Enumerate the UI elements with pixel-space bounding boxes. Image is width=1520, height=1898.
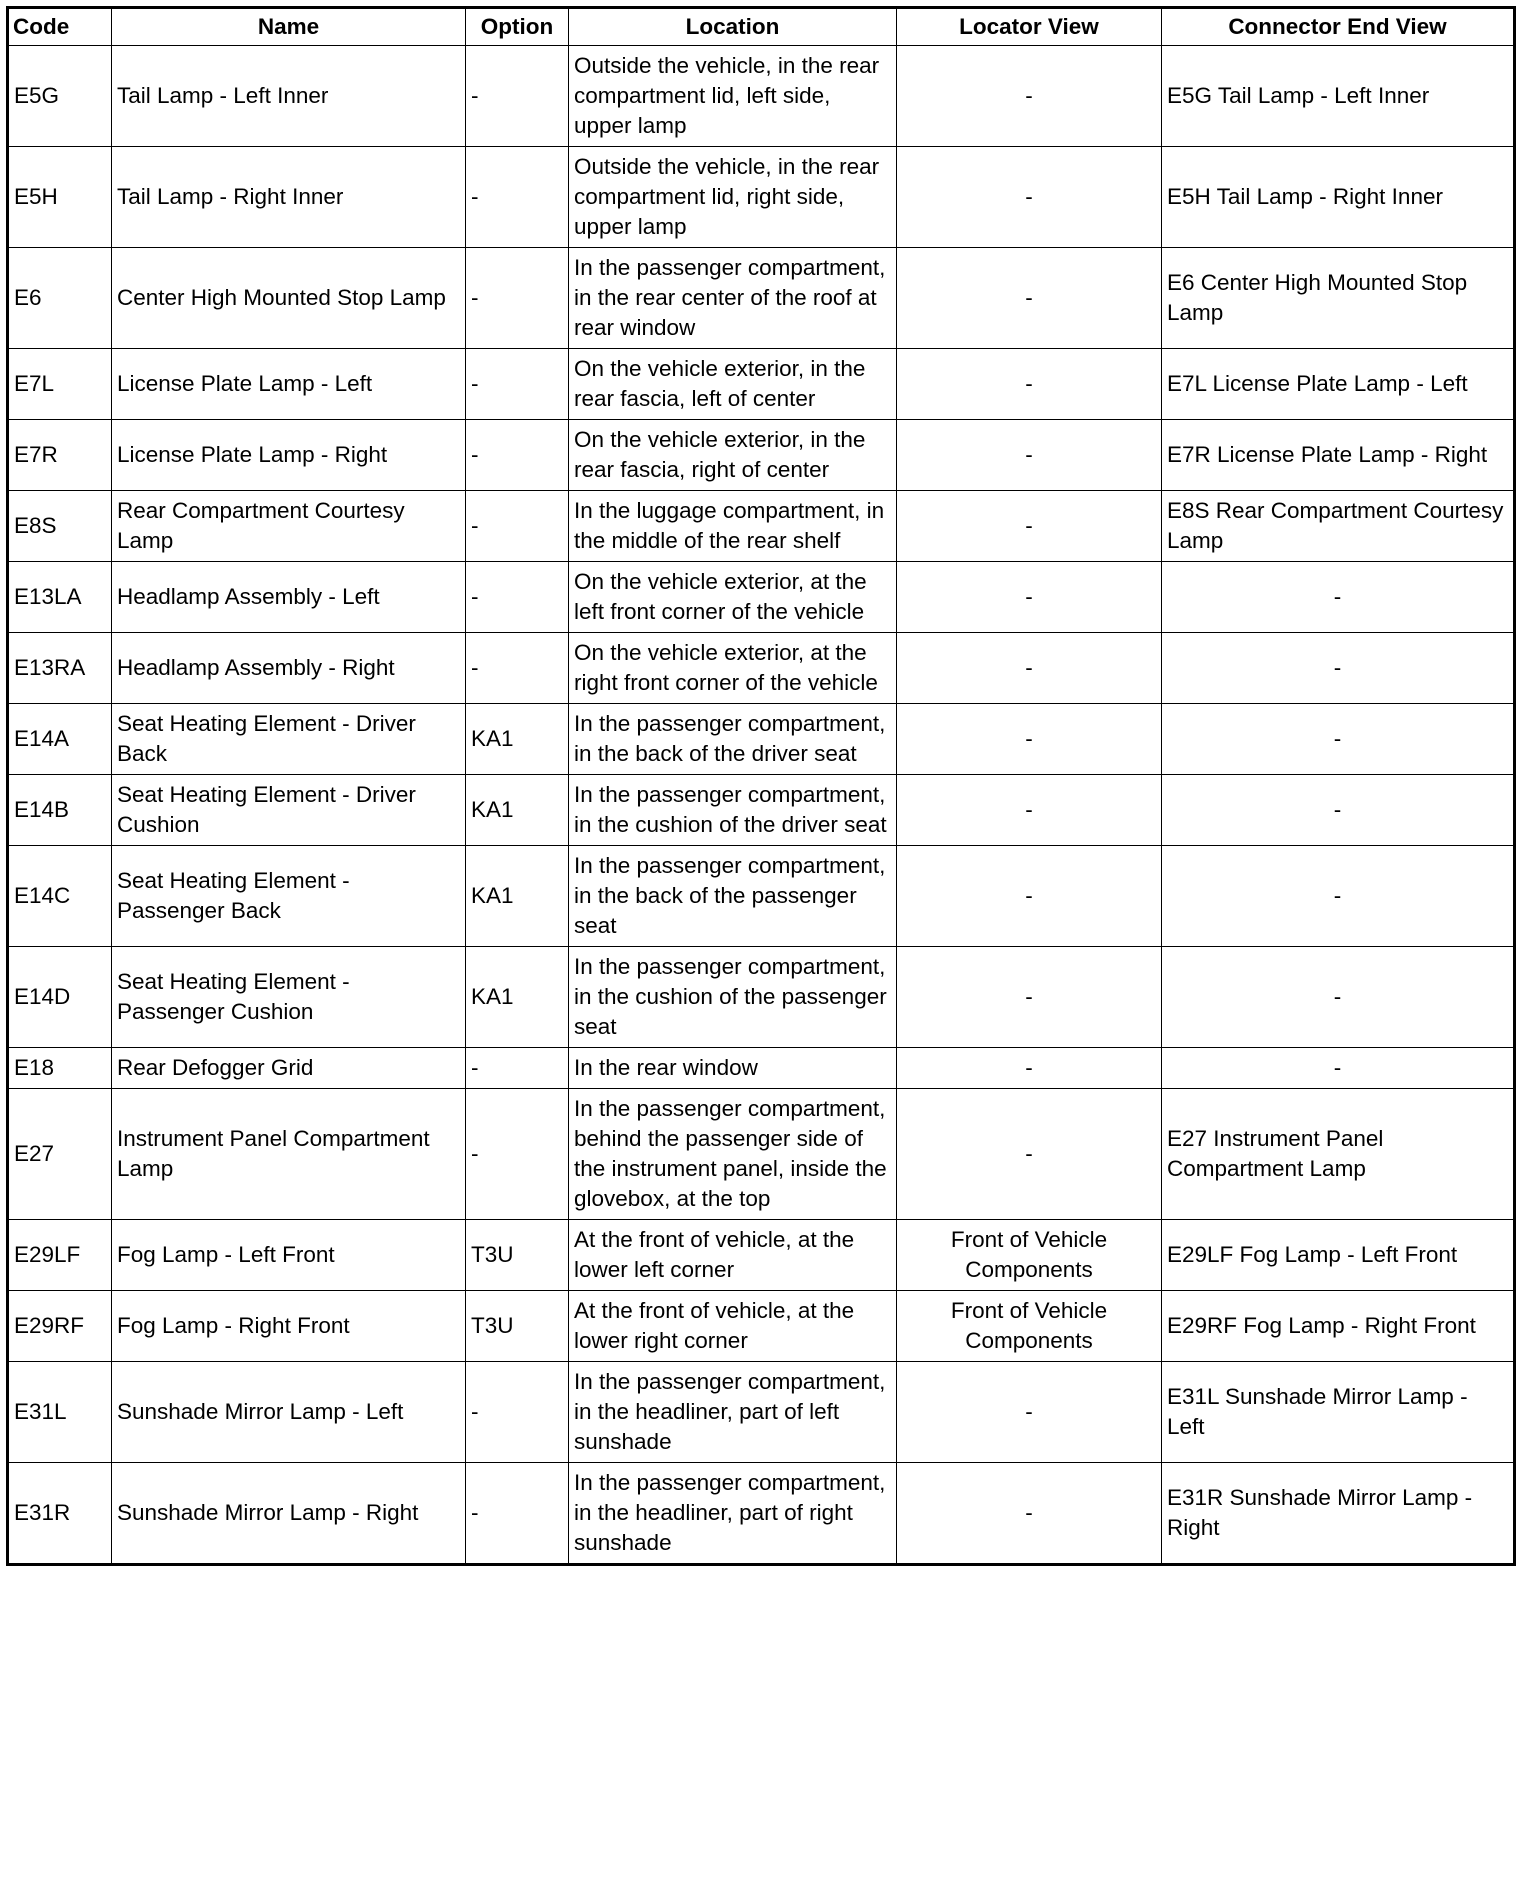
connector-end-view-cell: E7L License Plate Lamp - Left [1162, 349, 1515, 420]
name-cell: Headlamp Assembly - Right [112, 633, 466, 704]
option-cell: KA1 [466, 947, 569, 1048]
code-cell: E29RF [8, 1291, 112, 1362]
connector-end-view-cell: - [1162, 947, 1515, 1048]
locator-view-cell: - [897, 947, 1162, 1048]
connector-end-view-cell: - [1162, 633, 1515, 704]
name-cell: Fog Lamp - Left Front [112, 1220, 466, 1291]
code-cell: E27 [8, 1089, 112, 1220]
location-cell: In the passenger compartment, in the rear center of the roof at rear window [569, 248, 897, 349]
name-cell: Center High Mounted Stop Lamp [112, 248, 466, 349]
option-cell: - [466, 491, 569, 562]
connector-end-view-cell: E31L Sunshade Mirror Lamp - Left [1162, 1362, 1515, 1463]
component-locator-table [6, 6, 1516, 1566]
table-row [8, 349, 1515, 420]
table-row [8, 248, 1515, 349]
name-cell: Seat Heating Element - Driver Cushion [112, 775, 466, 846]
table-row [8, 562, 1515, 633]
location-cell: Outside the vehicle, in the rear compartment lid, left side, upper lamp [569, 46, 897, 147]
locator-view-cell: - [897, 775, 1162, 846]
locator-view-cell: - [897, 147, 1162, 248]
table-row [8, 704, 1515, 775]
table-row [8, 1362, 1515, 1463]
location-cell: In the passenger compartment, behind the passenger side of the instrument panel, inside the glovebox, at the top [569, 1089, 897, 1220]
location-cell: In the passenger compartment, in the cushion of the passenger seat [569, 947, 897, 1048]
locator-view-cell: - [897, 46, 1162, 147]
connector-end-view-cell: - [1162, 846, 1515, 947]
option-cell: - [466, 1362, 569, 1463]
locator-view-cell: Front of Vehicle Components [897, 1291, 1162, 1362]
locator-view-cell: - [897, 491, 1162, 562]
connector-end-view-cell: E7R License Plate Lamp - Right [1162, 420, 1515, 491]
connector-end-view-cell: E5H Tail Lamp - Right Inner [1162, 147, 1515, 248]
code-cell: E13LA [8, 562, 112, 633]
location-cell: In the passenger compartment, in the headliner, part of left sunshade [569, 1362, 897, 1463]
connector-end-view-cell: E29LF Fog Lamp - Left Front [1162, 1220, 1515, 1291]
code-cell: E31L [8, 1362, 112, 1463]
name-cell: Tail Lamp - Left Inner [112, 46, 466, 147]
locator-view-cell: - [897, 633, 1162, 704]
header-location: Location [569, 8, 897, 46]
header-name: Name [112, 8, 466, 46]
code-cell: E18 [8, 1048, 112, 1089]
name-cell: Rear Defogger Grid [112, 1048, 466, 1089]
header-option: Option [466, 8, 569, 46]
option-cell: - [466, 633, 569, 704]
header-connector-end-view: Connector End View [1162, 8, 1515, 46]
connector-end-view-cell: - [1162, 562, 1515, 633]
location-cell: On the vehicle exterior, at the left front corner of the vehicle [569, 562, 897, 633]
table-row [8, 147, 1515, 248]
code-cell: E31R [8, 1463, 112, 1565]
location-cell: In the passenger compartment, in the headliner, part of right sunshade [569, 1463, 897, 1565]
code-cell: E14A [8, 704, 112, 775]
location-cell: On the vehicle exterior, in the rear fascia, right of center [569, 420, 897, 491]
table-row [8, 491, 1515, 562]
locator-view-cell: - [897, 420, 1162, 491]
location-cell: In the luggage compartment, in the middle of the rear shelf [569, 491, 897, 562]
location-cell: At the front of vehicle, at the lower right corner [569, 1291, 897, 1362]
table-row [8, 633, 1515, 704]
code-cell: E14B [8, 775, 112, 846]
table-row [8, 1463, 1515, 1565]
locator-view-cell: - [897, 248, 1162, 349]
locator-view-cell: - [897, 704, 1162, 775]
table-row [8, 1089, 1515, 1220]
connector-end-view-cell: - [1162, 704, 1515, 775]
connector-end-view-cell: E8S Rear Compartment Courtesy Lamp [1162, 491, 1515, 562]
location-cell: In the passenger compartment, in the back of the passenger seat [569, 846, 897, 947]
code-cell: E7L [8, 349, 112, 420]
option-cell: T3U [466, 1220, 569, 1291]
connector-end-view-cell: E29RF Fog Lamp - Right Front [1162, 1291, 1515, 1362]
code-cell: E14D [8, 947, 112, 1048]
name-cell: Rear Compartment Courtesy Lamp [112, 491, 466, 562]
connector-end-view-cell: E6 Center High Mounted Stop Lamp [1162, 248, 1515, 349]
name-cell: Tail Lamp - Right Inner [112, 147, 466, 248]
connector-end-view-cell: E27 Instrument Panel Compartment Lamp [1162, 1089, 1515, 1220]
name-cell: Fog Lamp - Right Front [112, 1291, 466, 1362]
locator-view-cell: - [897, 1048, 1162, 1089]
locator-view-cell: - [897, 846, 1162, 947]
name-cell: License Plate Lamp - Right [112, 420, 466, 491]
header-locator-view: Locator View [897, 8, 1162, 46]
option-cell: - [466, 147, 569, 248]
name-cell: License Plate Lamp - Left [112, 349, 466, 420]
location-cell: At the front of vehicle, at the lower left corner [569, 1220, 897, 1291]
location-cell: In the passenger compartment, in the cushion of the driver seat [569, 775, 897, 846]
location-cell: On the vehicle exterior, in the rear fascia, left of center [569, 349, 897, 420]
locator-view-cell: - [897, 562, 1162, 633]
code-cell: E5H [8, 147, 112, 248]
code-cell: E6 [8, 248, 112, 349]
option-cell: - [466, 248, 569, 349]
location-cell: On the vehicle exterior, at the right front corner of the vehicle [569, 633, 897, 704]
name-cell: Headlamp Assembly - Left [112, 562, 466, 633]
name-cell: Seat Heating Element - Passenger Cushion [112, 947, 466, 1048]
option-cell: T3U [466, 1291, 569, 1362]
option-cell: - [466, 562, 569, 633]
location-cell: In the rear window [569, 1048, 897, 1089]
code-cell: E8S [8, 491, 112, 562]
locator-view-cell: - [897, 349, 1162, 420]
connector-end-view-cell: - [1162, 775, 1515, 846]
connector-end-view-cell: E31R Sunshade Mirror Lamp - Right [1162, 1463, 1515, 1565]
table-row [8, 775, 1515, 846]
table-row [8, 846, 1515, 947]
code-cell: E29LF [8, 1220, 112, 1291]
code-cell: E13RA [8, 633, 112, 704]
header-row [8, 8, 1515, 46]
option-cell: KA1 [466, 704, 569, 775]
option-cell: KA1 [466, 775, 569, 846]
location-cell: Outside the vehicle, in the rear compartment lid, right side, upper lamp [569, 147, 897, 248]
table-row [8, 1220, 1515, 1291]
table-row [8, 420, 1515, 491]
header-code: Code [8, 8, 112, 46]
option-cell: - [466, 420, 569, 491]
option-cell: - [466, 1089, 569, 1220]
name-cell: Seat Heating Element - Passenger Back [112, 846, 466, 947]
locator-view-cell: - [897, 1089, 1162, 1220]
name-cell: Sunshade Mirror Lamp - Left [112, 1362, 466, 1463]
table-row [8, 1048, 1515, 1089]
code-cell: E14C [8, 846, 112, 947]
option-cell: - [466, 1463, 569, 1565]
option-cell: - [466, 349, 569, 420]
table-row [8, 46, 1515, 147]
name-cell: Seat Heating Element - Driver Back [112, 704, 466, 775]
code-cell: E5G [8, 46, 112, 147]
name-cell: Instrument Panel Compartment Lamp [112, 1089, 466, 1220]
table-row [8, 947, 1515, 1048]
table-row [8, 1291, 1515, 1362]
locator-view-cell: - [897, 1362, 1162, 1463]
locator-view-cell: Front of Vehicle Components [897, 1220, 1162, 1291]
connector-end-view-cell: - [1162, 1048, 1515, 1089]
code-cell: E7R [8, 420, 112, 491]
name-cell: Sunshade Mirror Lamp - Right [112, 1463, 466, 1565]
connector-end-view-cell: E5G Tail Lamp - Left Inner [1162, 46, 1515, 147]
location-cell: In the passenger compartment, in the back of the driver seat [569, 704, 897, 775]
option-cell: KA1 [466, 846, 569, 947]
option-cell: - [466, 1048, 569, 1089]
locator-view-cell: - [897, 1463, 1162, 1565]
option-cell: - [466, 46, 569, 147]
